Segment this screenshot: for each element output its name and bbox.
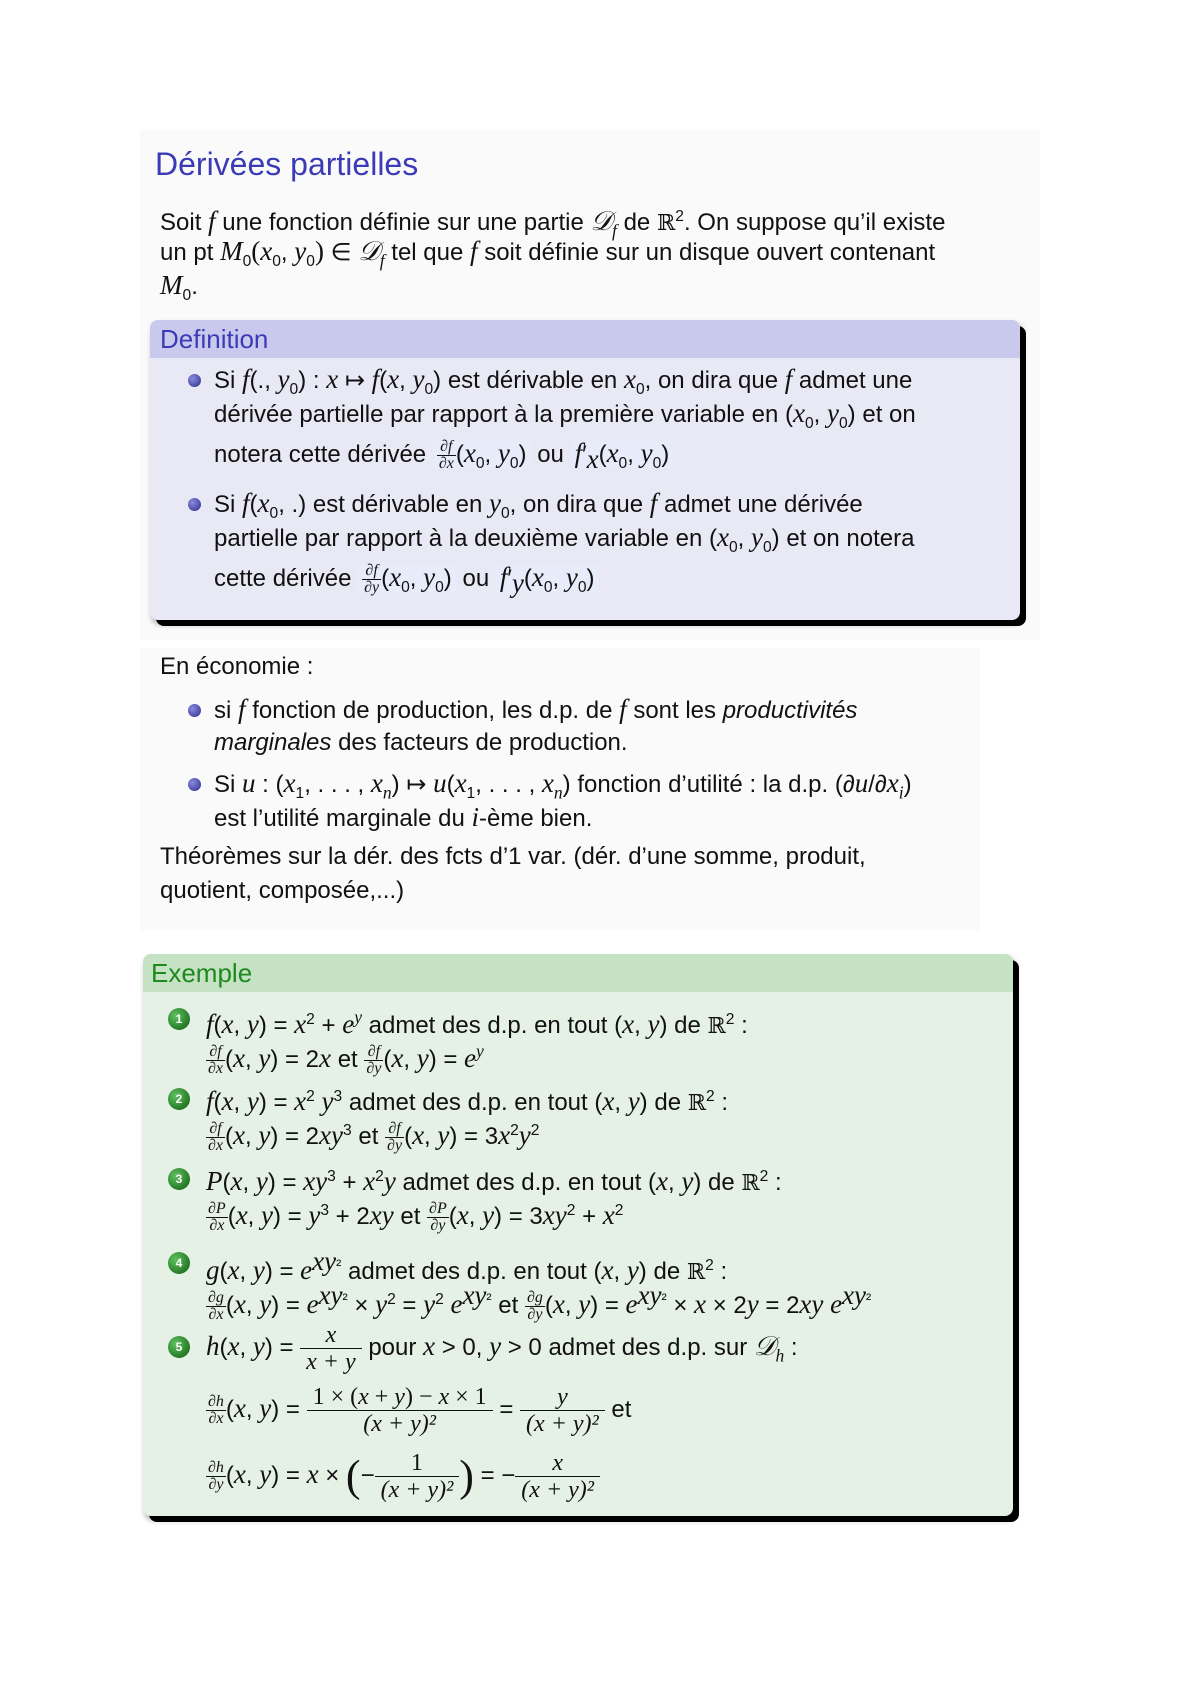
def-bullet-2-line-1: Si $f(x_0$, .) est dérivable en $y_0$, on dira que f admet une dérivée [214,488,863,522]
example-3-line-2: $\frac{\partial P}{\partial x}$ (x, $y) = y^3 + 2xy$ et $\frac{\partial P}{\partial y}$ (x, $y) = 3xy^2 + x^2$ [208,1200,624,1235]
intro-line-2: un pt $M_0(x_0$, $y_0$) ∈ 𝒟$_f$ tel que f soit définie sur un disque ouvert contenant [160,236,936,271]
def-bullet-1-line-3: notera cette dérivée $\frac{\partial f}{\partial x}$ ($x_0$, $y_0$) ou $f'_x(x_0$, $y_0$) [214,436,673,481]
example-1-line-2: $\frac{\partial f}{\partial x}$ (x, y) = 2x et $\frac{\partial f}{\partial y}$ (x, $y) = e^y$ [208,1041,484,1078]
number-4-icon: 4 [168,1252,190,1274]
number-1-icon: 1 [168,1008,190,1030]
example-4-line-1: g(x, $y) = e^{xy^2}$ admet des d.p. en tout (x, y) de ℝ$^2$ : [206,1246,728,1285]
example-header: Exemple [143,954,1013,992]
example-5-line-1: h(x, y) = $\frac{x}{x + y}$ pour x > 0, y > 0 admet des d.p. sur 𝒟$_h$ : [206,1322,798,1375]
bullet-icon [188,498,201,511]
economy-bullet-2-line-1: Si u : ($x_1$, . . . , $x_n$) ↦ $u(x_1$, . . . , $x_n$) fonction d’utilité : la d.p. $(\partial u/\partial x_i)$ [214,768,912,803]
def-bullet-2-line-2: partielle par rapport à la deuxième variable en ($x_0$, $y_0$) et on notera [214,522,915,556]
economy-bullet-1-line-1: si f fonction de production, les d.p. de f sont les productivités [214,694,858,724]
number-3-icon: 3 [168,1168,190,1190]
page-title: Dérivées partielles [155,146,419,182]
example-3-line-1: P(x, $y) = xy^3 + x^2y$ admet des d.p. en tout (x, y) de ℝ$^2$ : [206,1166,782,1196]
bullet-icon [188,778,201,791]
def-bullet-1-line-2: dérivée partielle par rapport à la première variable en ($x_0$, $y_0$) et on [214,398,916,432]
example-1-line-1: f(x, $y) = x^2 + e^y$ admet des d.p. en tout (x, y) de ℝ$^2$ : [206,1007,748,1039]
example-2-line-2: $\frac{\partial f}{\partial x}$ (x, $y) = 2xy^3$ et $\frac{\partial f}{\partial y}$ (x, $y) = 3x^2y^2$ [208,1120,540,1155]
number-5-icon: 5 [168,1336,190,1358]
number-2-icon: 2 [168,1088,190,1110]
theorems-line-2: quotient, composée,...) [160,877,405,904]
example-5-line-3: $\frac{\partial h}{\partial y}$ (x, y) = x × (− $\frac{1}{\text{(x + y)²}}$ ) = − $\frac{x}{\text{(x + y)²}}$ [206,1450,600,1503]
example-2-line-1: f(x, $y) = x^2$ $y^3$ admet des d.p. en tout (x, y) de ℝ$^2$ : [206,1086,729,1116]
example-4-line-2: $\frac{\partial g}{\partial x}$ (x, $y) = e^{xy^2} \times y^2 = y^2$ $e^{xy^2}$ et $\frac{\partial g}{\partial y}$ (x, $y) = e^{xy^2} \times x \times 2y = 2xy$ $e^{xy^2}$ [208,1280,872,1324]
economy-bullet-1-line-2: marginales des facteurs de production. [214,729,628,756]
intro-line-1: Soit f une fonction définie sur une partie 𝒟$_f$ de ℝ$^2$. On suppose qu’il existe [160,206,946,241]
theorems-line-1: Théorèmes sur la dér. des fcts d’1 var. (dér. d’une somme, produit, [160,843,866,870]
def-bullet-1-line-1: Si f(., $y_0$) : x ↦ f(x, $y_0$) est dérivable en $x_0$, on dira que f admet une [214,364,913,398]
bullet-icon [188,704,201,717]
example-5-line-2: $\frac{\partial h}{\partial x}$ (x, y) = $\frac{1 \times (x + y) - x \times 1}{\text{(x + y)²}}$ = $\frac{y}{\text{(x + y)²}}$ et [208,1384,632,1437]
economy-heading: En économie : [160,653,314,680]
economy-bullet-2-line-2: est l’utilité marginale du i-ème bien. [214,802,593,832]
bullet-icon [188,374,201,387]
definition-header: Definition [150,320,1020,358]
intro-line-3: $M_0$. [160,270,198,304]
def-bullet-2-line-3: cette dérivée $\frac{\partial f}{\partial y}$ ($x_0$, $y_0$) ou $f'_y(x_0$, $y_0$) [214,560,599,605]
